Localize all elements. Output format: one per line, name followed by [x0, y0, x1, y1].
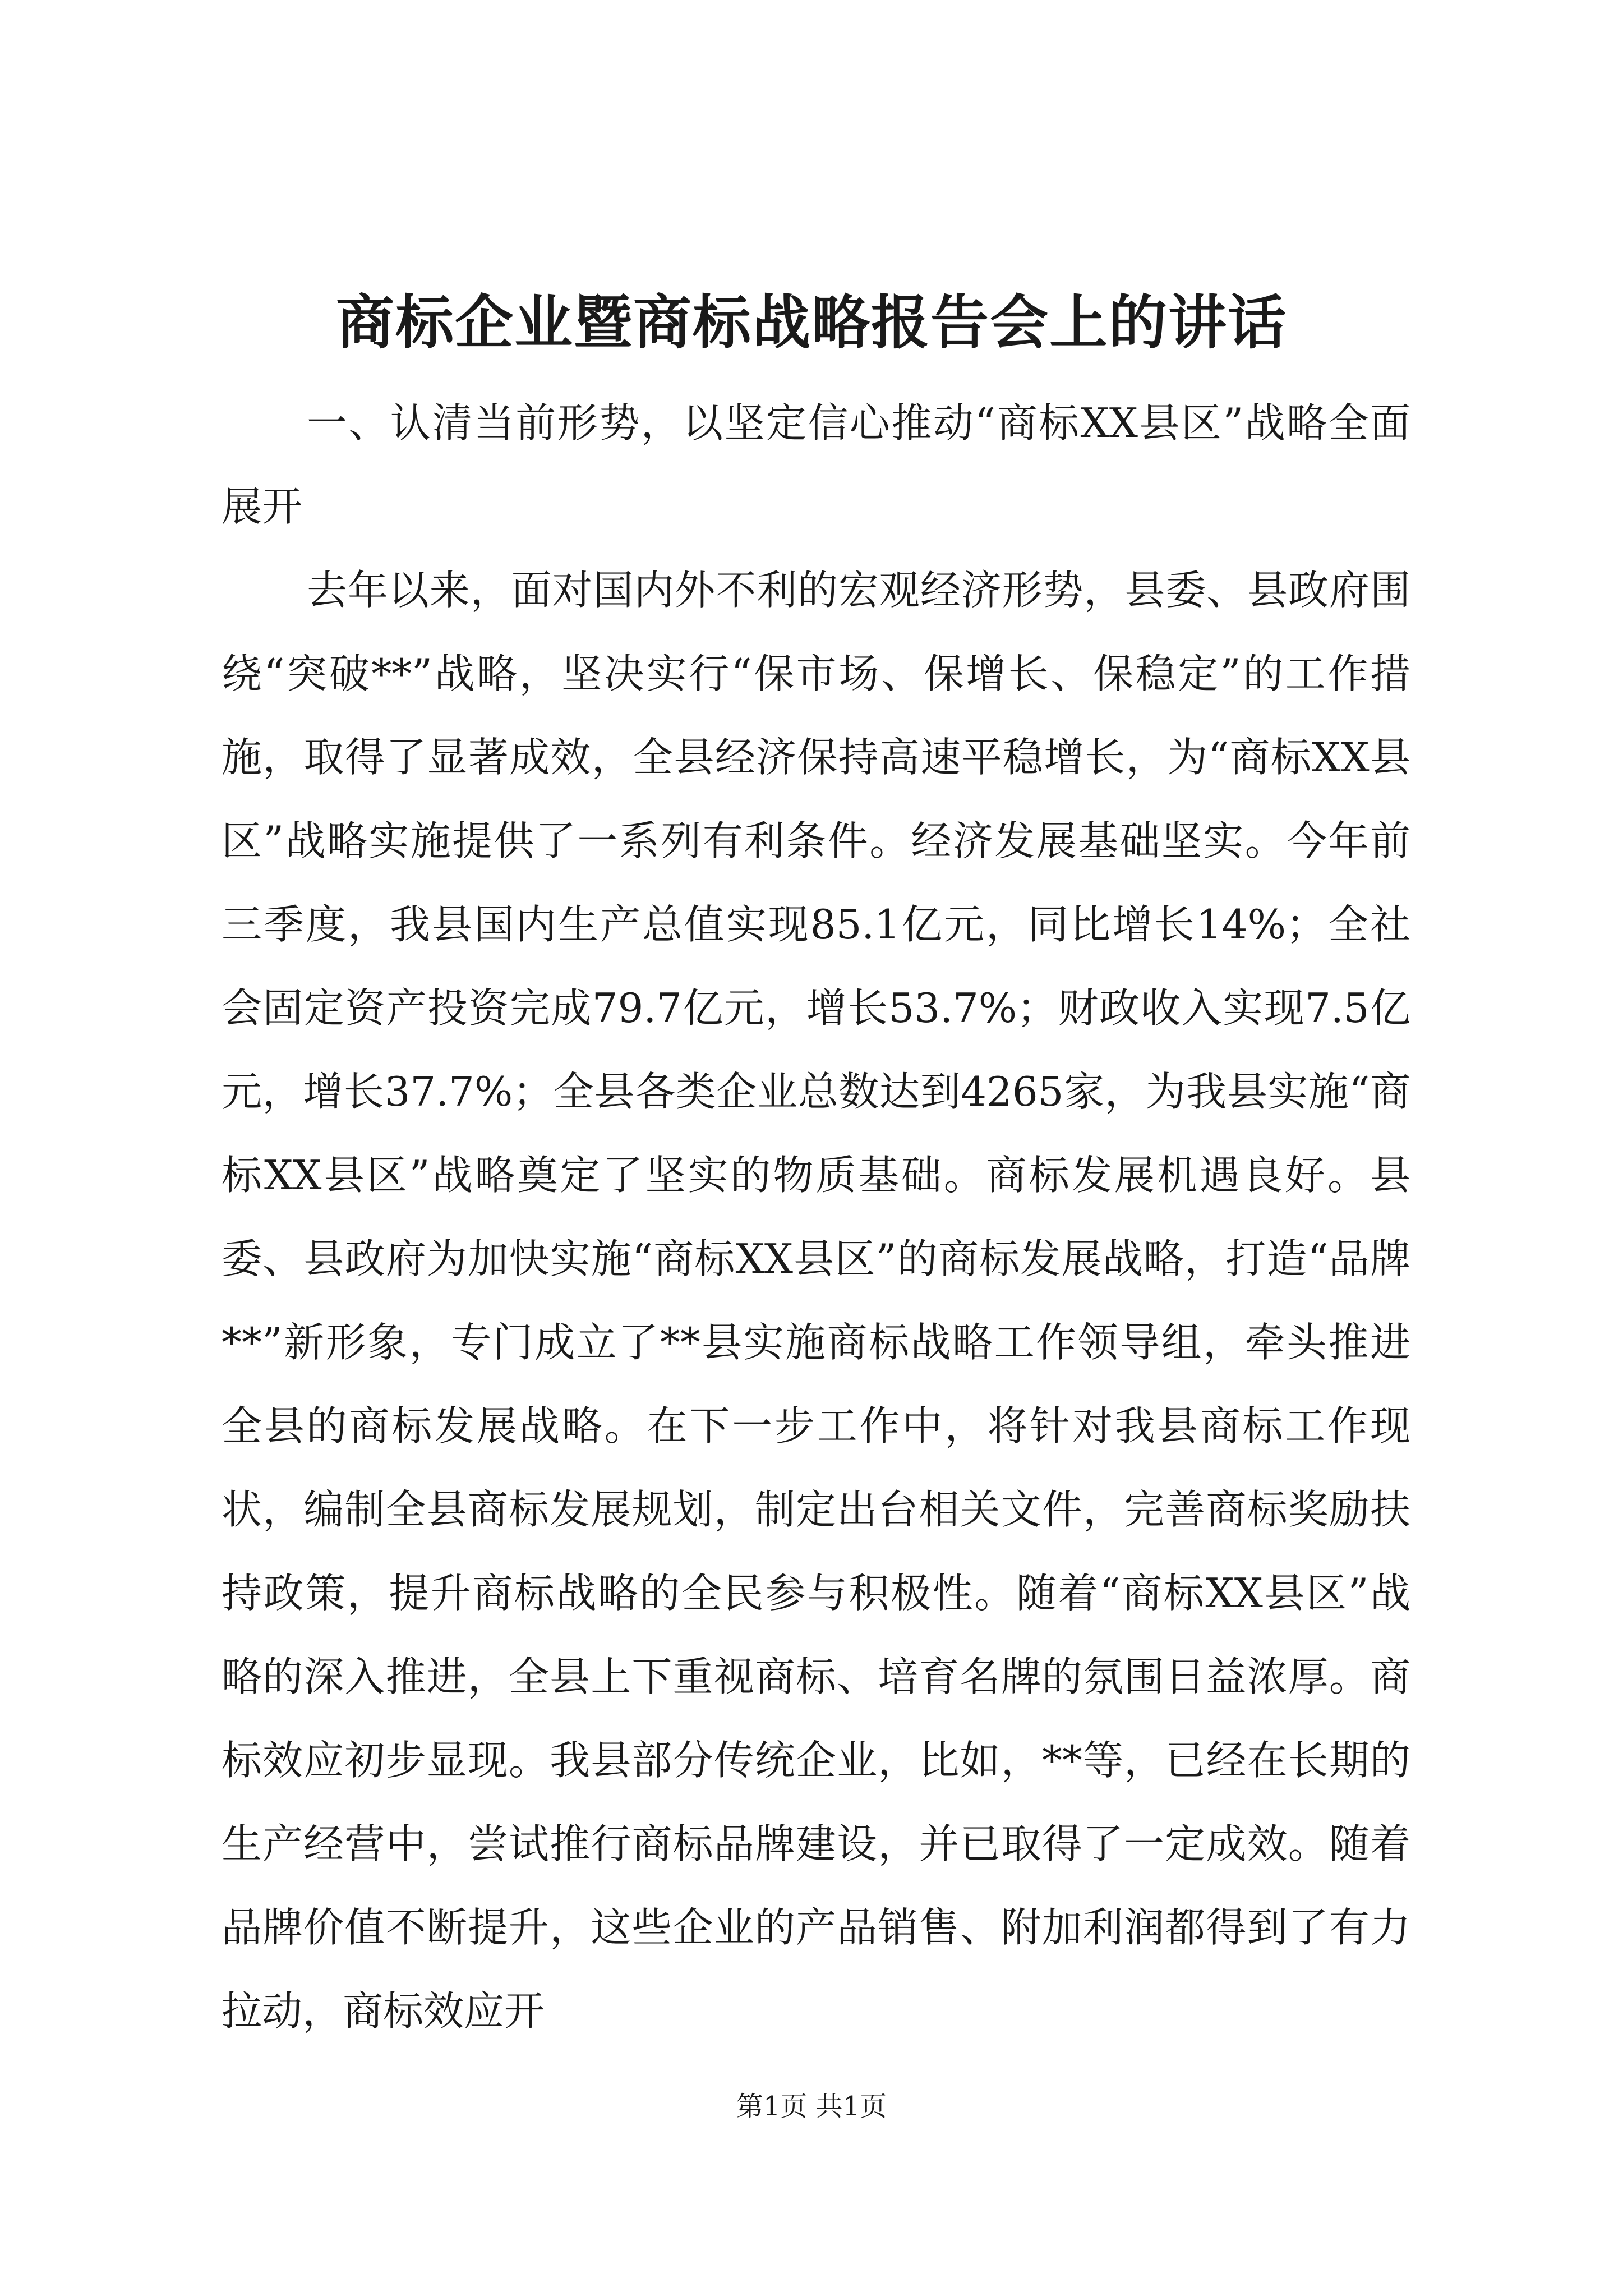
body-paragraph: 去年以来，面对国内外不利的宏观经济形势，县委、县政府围绕“突破**”战略，坚决实行“保市场、保增长、保稳定”的工作措施，取得了显著成效，全县经济保持高速平稳增长，为“商标XX县区”战略实施提供了一系列有利条件。经济发展基础坚实。今年前三季度，我县国内生产总值实现85.1亿元，同比增长14%；全社会固定资产投资完成79.7亿元，增长53.7%；财政收入实现7.5亿元，增长37.7%；全县各类企业总数达到4265家，为我县实施“商标XX县区”战略奠定了坚实的物质基础。商标发展机遇良好。县委、县政府为加快实施“商标XX县区”的商标发展战略，打造“品牌**”新形象，专门成立了**县实施商标战略工作领导组，牵头推进全县的商标发展战略。在下一步工作中，将针对我县商标工作现状，编制全县商标发展规划，制定出台相关文件，完善商标奖励扶持政策，提升商标战略的全民参与积极性。随着“商标XX县区”战略的深入推进，全县上下重视商标、培育名牌的氛围日益浓厚。商标效应初步显现。我县部分传统企业，比如，**等，已经在长期的生产经营中，尝试推行商标品牌建设，并已取得了一定成效。随着品牌价值不断提升，这些企业的产品销售、附加利润都得到了有力拉动，商标效应开: [222, 567, 1410, 2035]
page-number-label: 第1页 共1页: [736, 2091, 887, 2122]
section-heading: 一、认清当前形势，以坚定信心推动“商标XX县区”战略全面展开: [222, 399, 1410, 530]
page-footer: [0, 2090, 1623, 2123]
document-title: 商标企业暨商标战略报告会上的讲话: [335, 288, 1287, 357]
document-body: [222, 381, 1410, 2053]
